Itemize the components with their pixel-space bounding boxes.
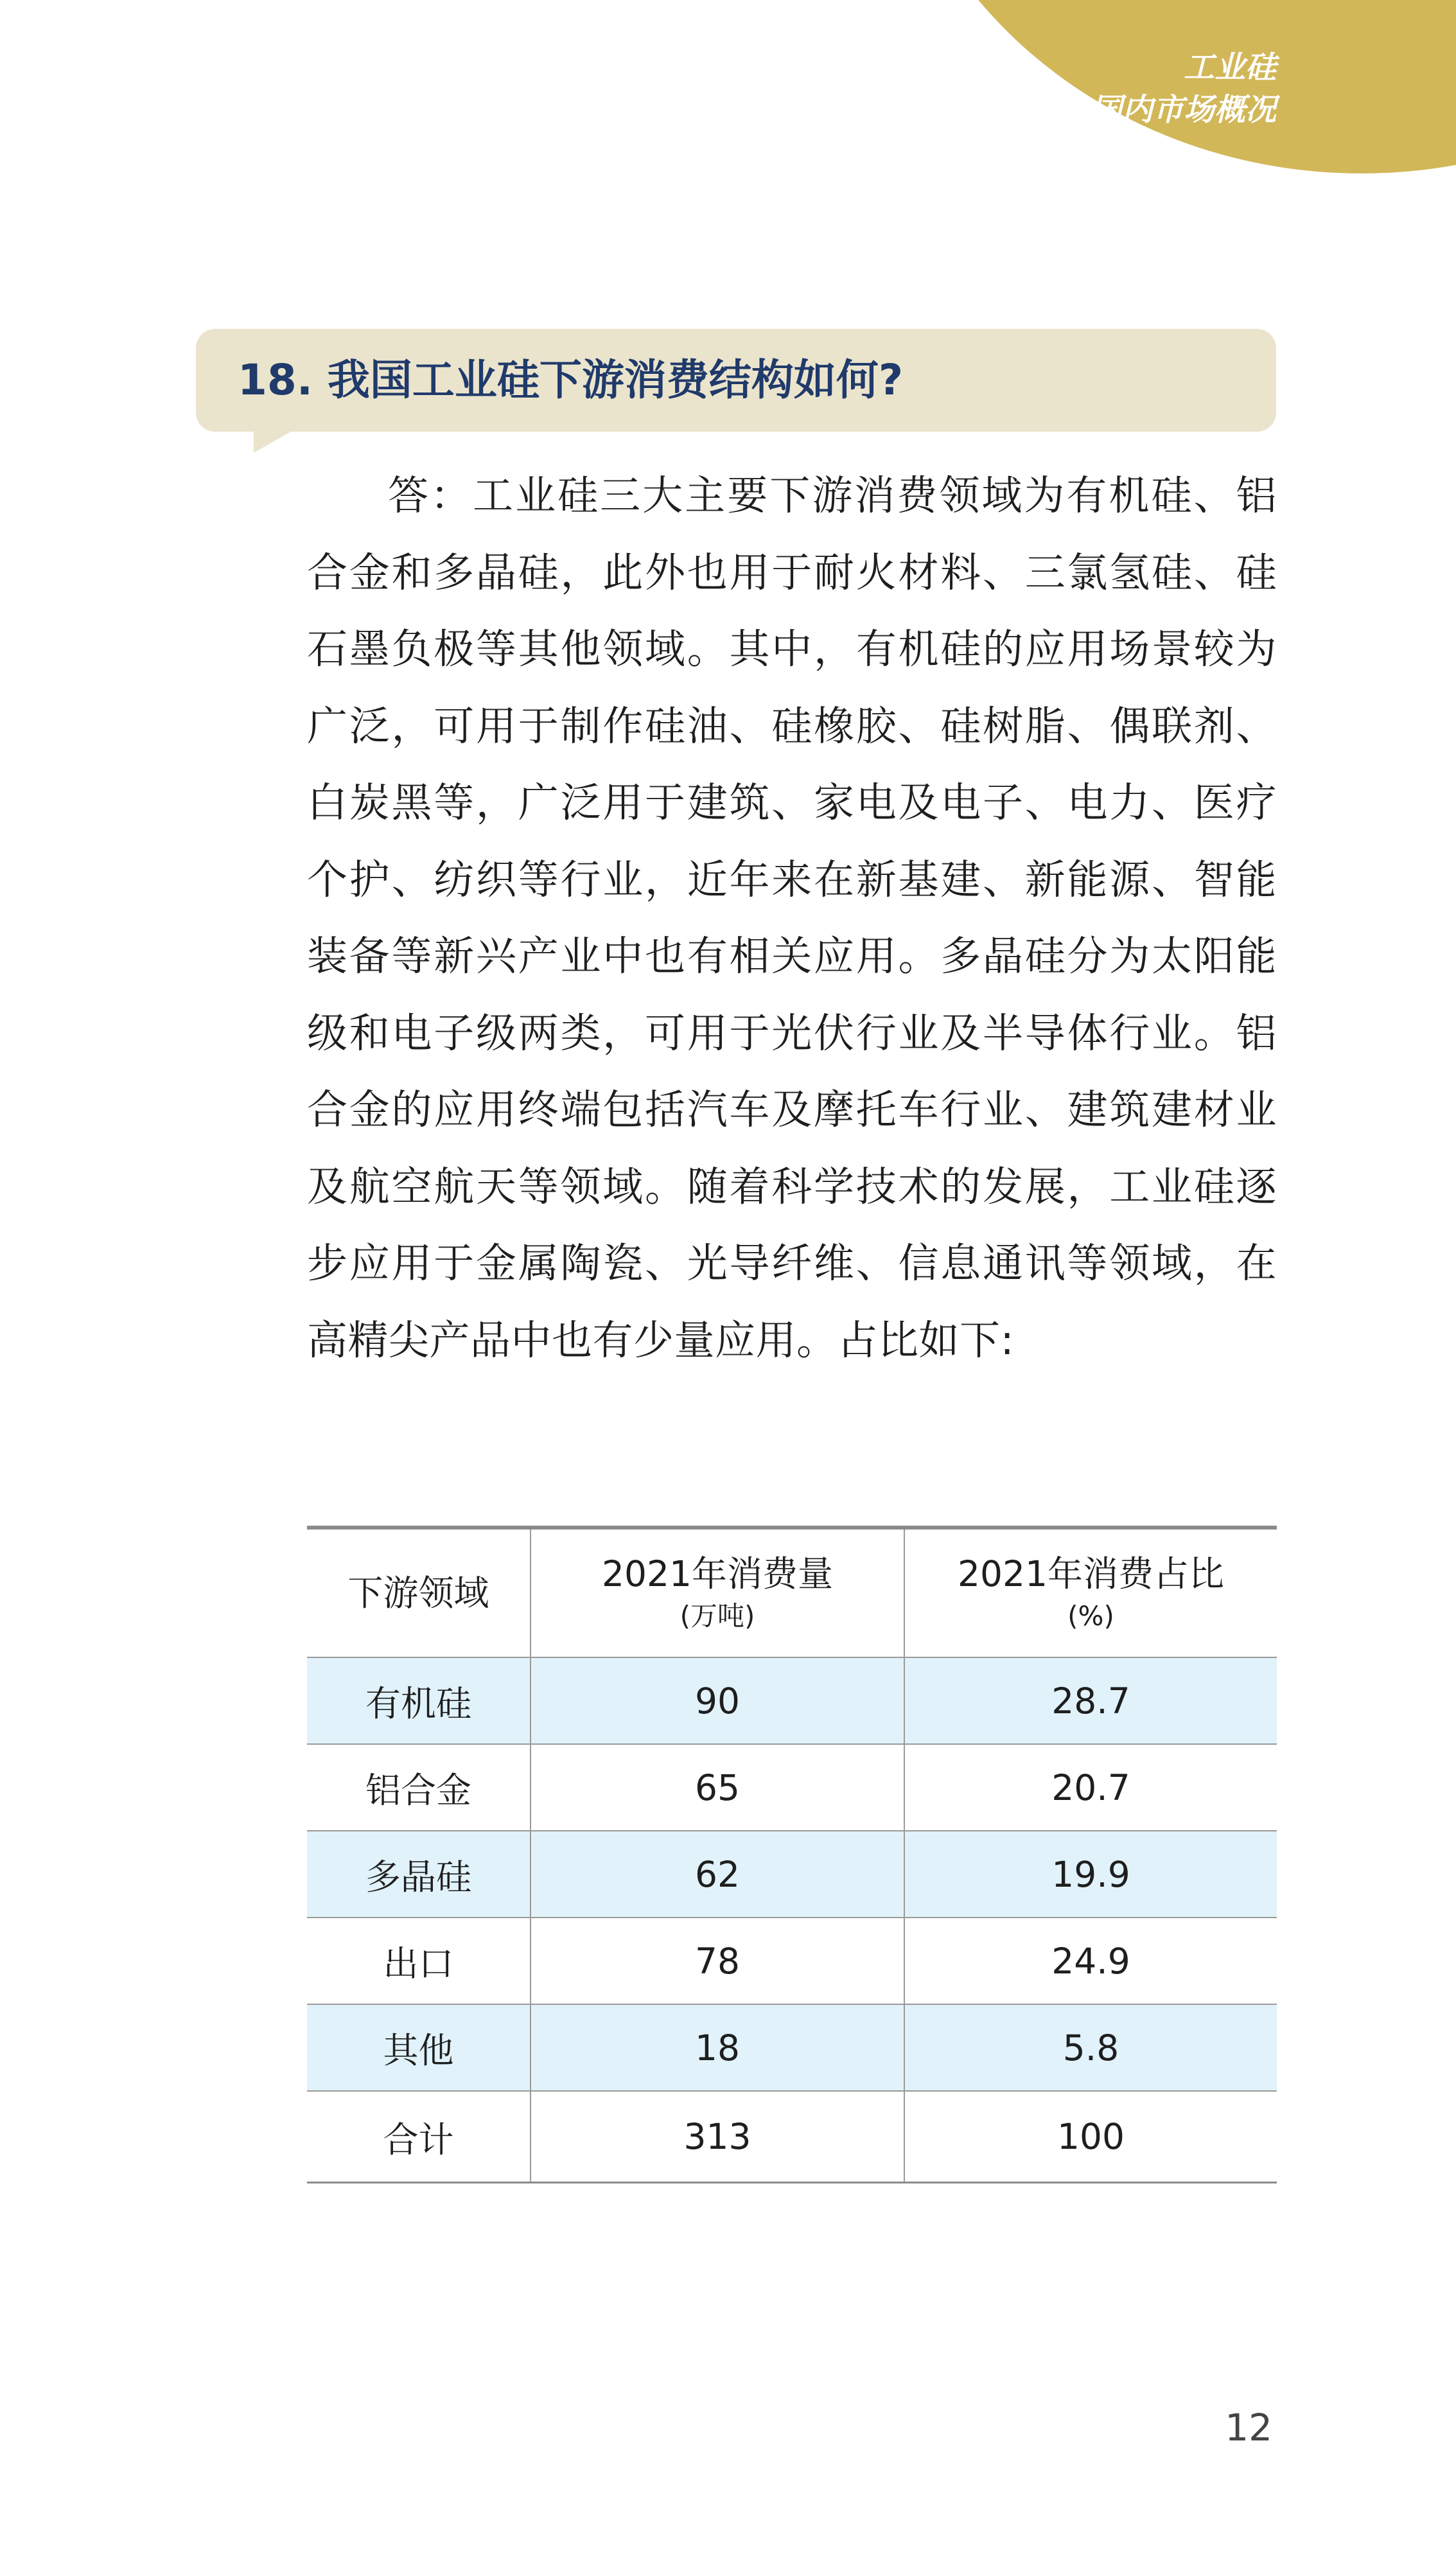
header-field-label: 下游领域 (347, 1573, 489, 1614)
header-volume (531, 1528, 904, 1657)
table-header-row (307, 1528, 1277, 1657)
header-volume-unit: (万吨) (680, 1600, 755, 1632)
section-header-line2: 国内市场概况 (1091, 92, 1276, 128)
table-row (307, 1744, 1277, 1831)
header-share-unit: (%) (1067, 1600, 1114, 1632)
cell-volume: 18 (531, 2004, 904, 2091)
cell-share: 5.8 (904, 2004, 1277, 2091)
cell-volume: 65 (531, 1744, 904, 1831)
cell-volume: 90 (531, 1657, 904, 1744)
consumption-table (307, 1526, 1277, 2183)
header-volume-label: 2021年消费量 (602, 1553, 833, 1594)
cell-field: 铝合金 (307, 1744, 531, 1831)
cell-field: 合计 (307, 2091, 531, 2183)
cell-share: 19.9 (904, 1831, 1277, 1918)
header-share (904, 1528, 1277, 1657)
header-share-label: 2021年消费占比 (958, 1553, 1224, 1594)
table-row (307, 1918, 1277, 2004)
table-row (307, 1657, 1277, 1744)
question-title: 18. 我国工业硅下游消费结构如何? (238, 355, 904, 405)
cell-volume: 313 (531, 2091, 904, 2183)
cell-field: 出口 (307, 1918, 531, 2004)
cell-field: 有机硅 (307, 1657, 531, 1744)
section-header (1091, 46, 1276, 131)
section-header-line1: 工业硅 (1183, 49, 1276, 85)
table-row (307, 1831, 1277, 1918)
table-row (307, 2004, 1277, 2091)
table-total-row (307, 2091, 1277, 2183)
cell-share: 28.7 (904, 1657, 1277, 1744)
cell-volume: 78 (531, 1918, 904, 2004)
page-number: 12 (1225, 2406, 1272, 2449)
cell-field: 多晶硅 (307, 1831, 531, 1918)
answer-paragraph: 答：工业硅三大主要下游消费领域为有机硅、铝合金和多晶硅，此外也用于耐火材料、三氯氢硅、硅石墨负极等其他领域。其中，有机硅的应用场景较为广泛，可用于制作硅油、硅橡胶、硅树脂、偶联剂、白炭黑等，广泛用于建筑、家电及电子、电力、医疗个护、纺织等行业，近年来在新基建、新能源、智能装备等新兴产业中也有相关应用。多晶硅分为太阳能级和电子级两类，可用于光伏行业及半导体行业。铝合金的应用终端包括汽车及摩托车行业、建筑建材业及航空航天等领域。随着科学技术的发展，工业硅逐步应用于金属陶瓷、光导纤维、信息通讯等领域，在高精尖产品中也有少量应用。占比如下: (307, 472, 1277, 1364)
header-field (307, 1528, 531, 1657)
cell-field: 其他 (307, 2004, 531, 2091)
cell-share: 24.9 (904, 1918, 1277, 2004)
cell-share: 20.7 (904, 1744, 1277, 1831)
cell-volume: 62 (531, 1831, 904, 1918)
cell-share: 100 (904, 2091, 1277, 2183)
